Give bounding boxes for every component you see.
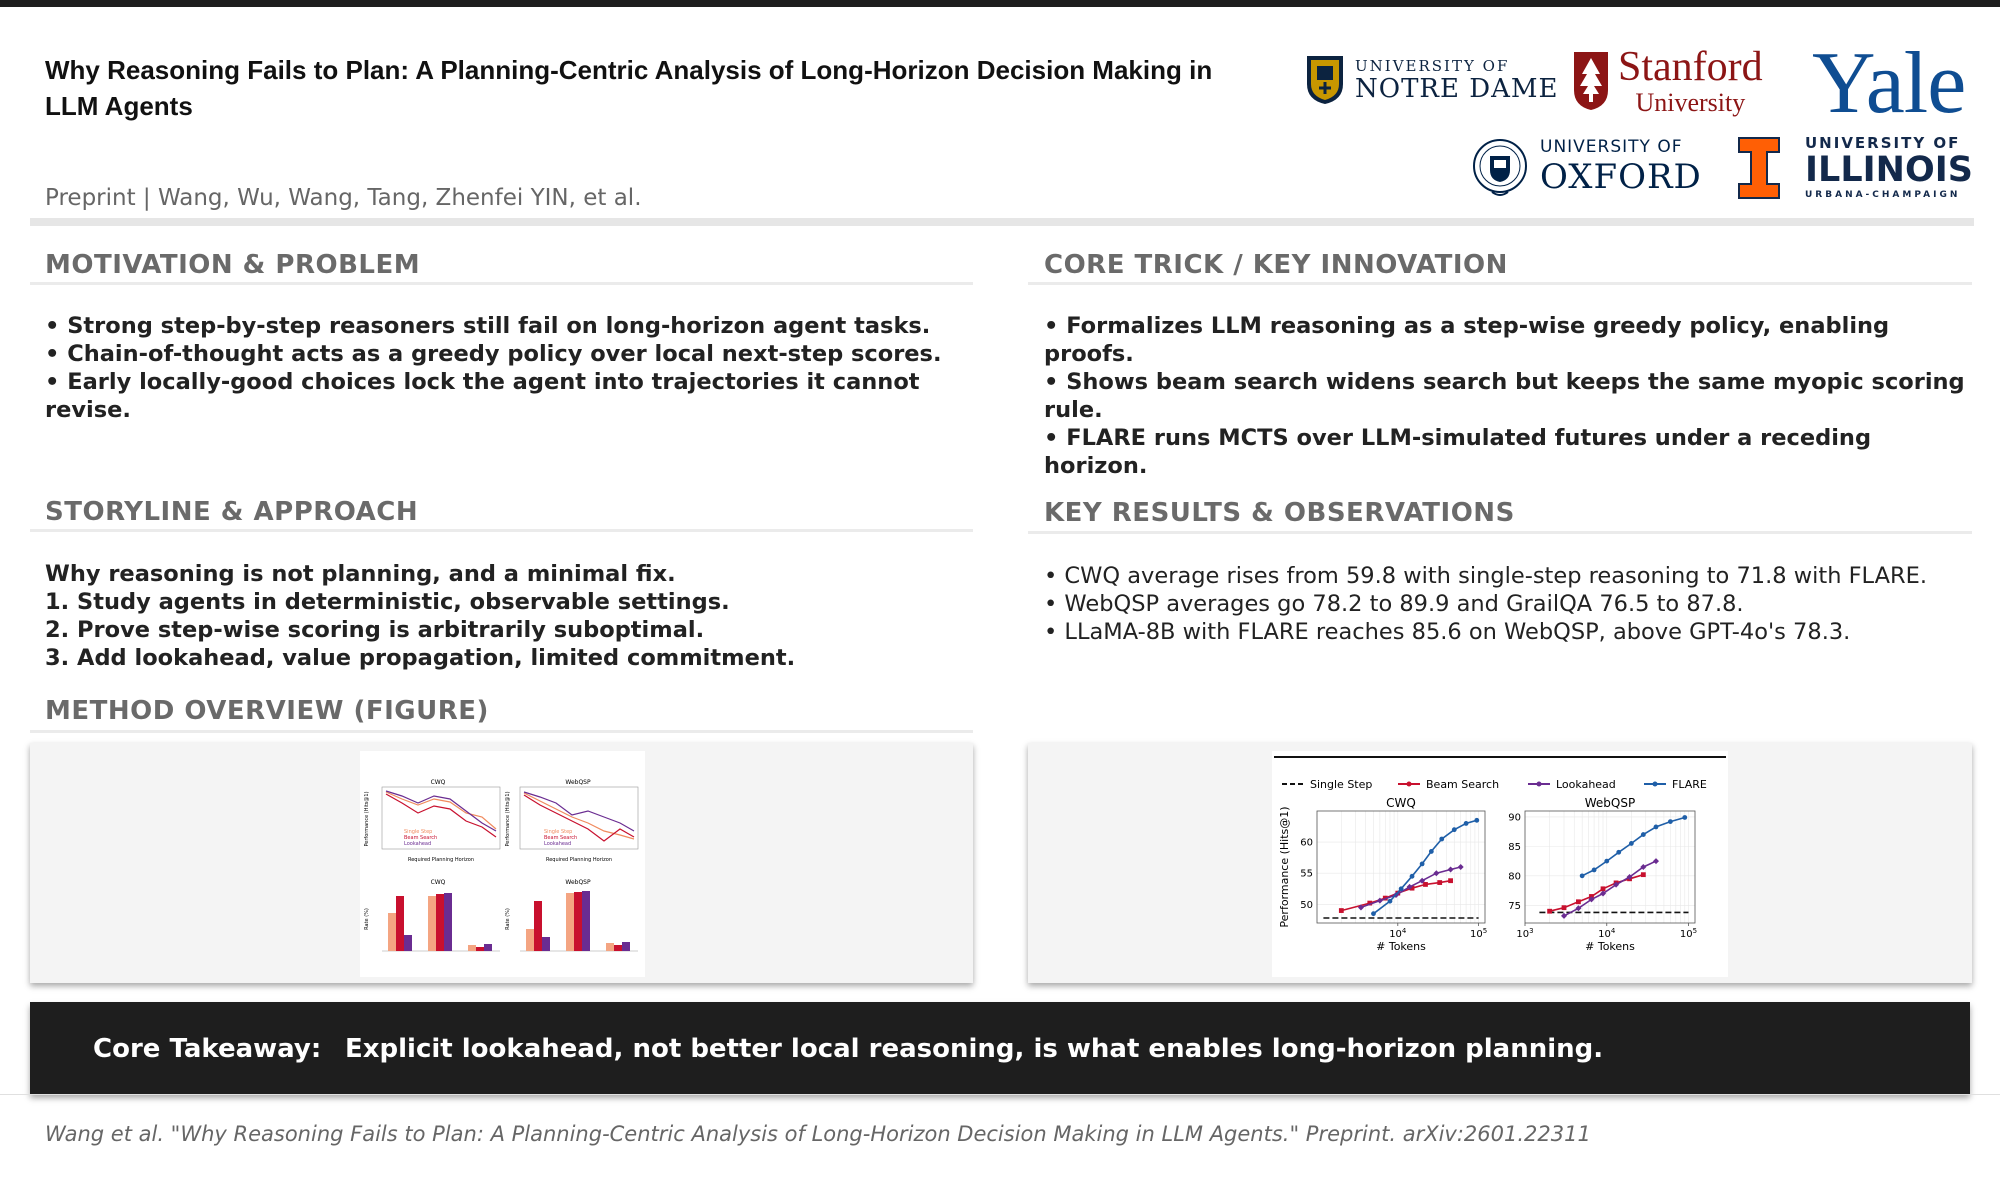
list-item: • Formalizes LLM reasoning as a step-wise greedy policy, enabling proofs. (1044, 313, 1890, 367)
bar (614, 945, 622, 951)
legend-label: FLARE (1672, 778, 1707, 791)
motivation-rule (30, 282, 973, 285)
bar (436, 894, 444, 951)
x-tick-label: $10^4$ (1598, 927, 1616, 940)
illinois-line1: UNIVERSITY OF (1805, 134, 1961, 152)
oxford-logo (1472, 132, 1702, 200)
data-point (1371, 911, 1376, 916)
authors-line: Preprint | Wang, Wu, Wang, Tang, Zhenfei YIN, et al. (45, 185, 642, 211)
takeaway-label: Core Takeaway: (93, 1034, 322, 1064)
cwq-horizon-panel (364, 779, 500, 863)
plot-frame (1525, 811, 1695, 923)
results-chart-svg (1272, 751, 1728, 977)
data-point (1458, 864, 1464, 870)
y-tick-label: 80 (1508, 871, 1521, 883)
webqsp-tokens-panel (1508, 796, 1697, 953)
x-label: Required Planning Horizon (545, 857, 613, 863)
storyline-rule (30, 529, 973, 532)
illinois-logo (1737, 136, 1973, 200)
bar (404, 935, 412, 951)
x-tick-label: $10^5$ (1679, 927, 1698, 940)
bar (468, 945, 476, 951)
bar (606, 943, 614, 951)
legend-label: Lookahead (1556, 778, 1616, 791)
stanford-line2: University (1635, 88, 1746, 117)
cwq-rate-panel (364, 879, 500, 951)
data-point (1420, 861, 1425, 866)
list-item: • Chain-of-thought acts as a greedy policy over local next-step scores. (45, 341, 942, 367)
data-point (1439, 837, 1444, 842)
header-divider (30, 218, 1974, 226)
notre-dame-crest-icon (1305, 54, 1345, 106)
data-point (1580, 873, 1585, 878)
panel-title: CWQ (430, 779, 446, 786)
illinois-line2: ILLINOIS (1805, 150, 1973, 190)
top-bar (0, 0, 2000, 7)
legend-single: Single Step (544, 829, 573, 835)
yale-wordmark: Yale (1812, 35, 1966, 132)
list-item: 1. Study agents in deterministic, observable settings. (45, 589, 730, 615)
bar (534, 901, 542, 951)
method-figure-card (30, 743, 973, 983)
data-point (1604, 859, 1609, 864)
webqsp-horizon-panel (505, 779, 638, 863)
panel-title: WebQSP (565, 779, 591, 786)
legend-marker (1407, 782, 1412, 787)
method-figure-svg (360, 751, 645, 977)
data-point (1437, 880, 1442, 885)
data-point (1399, 886, 1404, 891)
bar (476, 947, 484, 951)
list-item: Why reasoning is not planning, and a minimal fix. (45, 561, 676, 587)
data-point (1653, 858, 1659, 864)
bar (582, 891, 590, 951)
bar (484, 944, 492, 951)
data-point (1452, 827, 1457, 832)
data-point (1448, 866, 1454, 872)
list-item: • Early locally-good choices lock the agent into trajectories it cannot revise. (45, 369, 920, 423)
results-figure (1272, 751, 1728, 977)
y-label: Performance (Hits@1) (505, 791, 511, 847)
data-point (1668, 819, 1673, 824)
y-tick-label: 50 (1300, 899, 1313, 911)
chart-legend (1282, 778, 1707, 791)
legend-lookahead: Lookahead (544, 841, 572, 847)
paper-title: Why Reasoning Fails to Plan: A Planning-Centric Analysis of Long-Horizon Decision Making in LLM Agents (45, 55, 1213, 121)
legend-single: Single Step (404, 829, 433, 835)
legend-label: Single Step (1310, 778, 1373, 791)
panel-title: WebQSP (565, 879, 591, 886)
bar (526, 929, 534, 951)
method-figure (360, 751, 645, 977)
notre-dame-logo (1305, 54, 1558, 106)
list-item: • Shows beam search widens search but keeps the same myopic scoring rule. (1044, 369, 1965, 423)
x-axis-label: # Tokens (1585, 940, 1635, 953)
x-tick-label: $10^3$ (1516, 927, 1534, 940)
lookahead-line (386, 791, 496, 831)
citation: Wang et al. "Why Reasoning Fails to Plan: A Planning-Centric Analysis of Long-Horizon Decision Making in LLM Agents." Preprint. arXiv:2601.22311 (45, 1122, 1591, 1146)
data-point (1641, 832, 1646, 837)
data-point (1464, 821, 1469, 826)
data-point (1433, 870, 1439, 876)
data-point (1576, 899, 1581, 904)
bar (622, 942, 630, 951)
data-point (1474, 818, 1479, 823)
results-heading: KEY RESULTS & OBSERVATIONS (1044, 498, 1515, 528)
y-label: Rate (%) (364, 908, 370, 930)
core-trick-list (1044, 312, 1969, 480)
core-trick-heading: CORE TRICK / KEY INNOVATION (1044, 250, 1508, 280)
x-label: Required Planning Horizon (407, 857, 475, 863)
illinois-block-i-icon (1737, 136, 1781, 200)
data-point (1562, 905, 1567, 910)
cwq-tokens-panel (1278, 796, 1487, 953)
legend-marker (1537, 782, 1542, 787)
data-point (1388, 899, 1393, 904)
y-axis-label: Performance (Hits@1) (1278, 806, 1291, 928)
y-label: Performance (Hits@1) (364, 791, 370, 847)
storyline-list (45, 560, 970, 672)
nd-line2: NOTRE DAME (1355, 73, 1559, 104)
motivation-list (45, 312, 970, 424)
method-rule (30, 730, 973, 733)
data-point (1601, 886, 1606, 891)
data-point (1339, 908, 1344, 913)
oxford-seal-icon (1472, 132, 1528, 200)
data-point (1616, 850, 1621, 855)
data-point (1410, 874, 1415, 879)
results-figure-card (1028, 743, 1972, 983)
storyline-heading: STORYLINE & APPROACH (45, 497, 419, 527)
data-point (1629, 841, 1634, 846)
list-item: • FLARE runs MCTS over LLM-simulated futures under a receding horizon. (1044, 425, 1872, 479)
bar (396, 896, 404, 951)
panel-title: WebQSP (1584, 796, 1636, 810)
x-axis-label: # Tokens (1376, 940, 1426, 953)
data-point (1682, 815, 1687, 820)
y-tick-label: 75 (1508, 900, 1521, 912)
bar (566, 893, 574, 951)
list-item: • Strong step-by-step reasoners still fail on long-horizon agent tasks. (45, 313, 931, 339)
data-point (1561, 913, 1567, 919)
takeaway-text: Explicit lookahead, not better local reasoning, is what enables long-horizon planning. (345, 1034, 1604, 1064)
x-tick-label: $10^5$ (1470, 927, 1488, 940)
webqsp-rate-panel (505, 879, 638, 951)
y-label: Rate (%) (505, 908, 511, 930)
data-point (1423, 882, 1428, 887)
bar (444, 893, 452, 951)
data-point (1592, 868, 1597, 873)
y-tick-label: 85 (1508, 841, 1521, 853)
method-heading: METHOD OVERVIEW (FIGURE) (45, 696, 489, 726)
legend-lookahead: Lookahead (404, 841, 432, 847)
data-point (1654, 825, 1659, 830)
bar (388, 913, 396, 951)
oxford-line2: OXFORD (1540, 156, 1702, 197)
data-point (1429, 849, 1434, 854)
legend-beam: Beam Search (404, 835, 438, 841)
bar (574, 892, 582, 951)
illinois-line3: URBANA-CHAMPAIGN (1805, 190, 1961, 200)
bar (542, 937, 550, 951)
y-tick-label: 90 (1508, 812, 1521, 824)
bar (428, 896, 436, 951)
list-item: • LLaMA-8B with FLARE reaches 85.6 on WebQSP, above GPT-4o's 78.3. (1044, 619, 1851, 645)
list-item: 3. Add lookahead, value propagation, limited commitment. (45, 645, 796, 671)
motivation-heading: MOTIVATION & PROBLEM (45, 250, 421, 280)
stanford-line1: Stanford (1618, 44, 1763, 90)
y-tick-label: 55 (1300, 868, 1313, 880)
legend-marker (1653, 782, 1658, 787)
y-tick-label: 60 (1300, 837, 1313, 849)
x-tick-label: $10^4$ (1389, 927, 1407, 940)
data-point (1448, 878, 1453, 883)
data-point (1547, 909, 1552, 914)
legend-beam: Beam Search (544, 835, 578, 841)
core-trick-rule (1028, 282, 1972, 285)
single-step-line (524, 793, 634, 839)
panel-title: CWQ (1386, 796, 1416, 810)
yale-logo (1812, 35, 1966, 132)
core-takeaway-banner (30, 1002, 1970, 1094)
footer-divider (0, 1094, 2000, 1095)
list-item: 2. Prove step-wise scoring is arbitrarily suboptimal. (45, 617, 705, 643)
nd-line1: UNIVERSITY OF (1355, 56, 1510, 75)
results-rule (1028, 531, 1972, 534)
oxford-line1: UNIVERSITY OF (1540, 136, 1683, 157)
panel-title: CWQ (430, 879, 446, 886)
list-item: • CWQ average rises from 59.8 with single-step reasoning to 71.8 with FLARE. (1044, 563, 1927, 589)
stanford-logo (1570, 46, 1763, 116)
data-point (1641, 872, 1646, 877)
results-list (1044, 562, 1969, 646)
list-item: • WebQSP averages go 78.2 to 89.9 and GrailQA 76.5 to 87.8. (1044, 591, 1744, 617)
legend-label: Beam Search (1426, 778, 1500, 791)
stanford-tree-icon (1570, 50, 1612, 112)
